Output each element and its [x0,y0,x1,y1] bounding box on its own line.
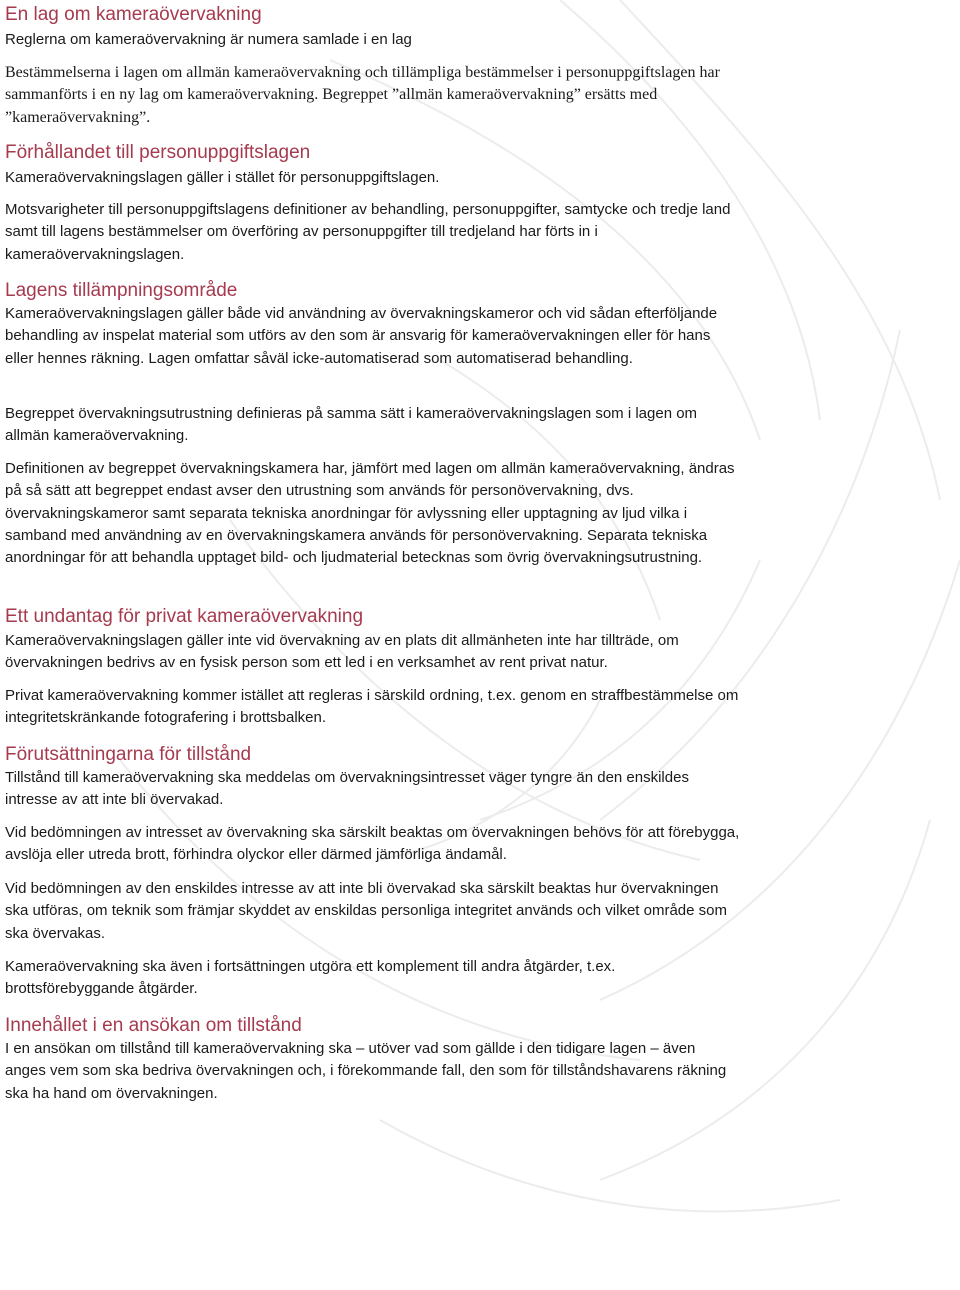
forutsattningar-para-3: Vid bedömningen av den enskildes intresse av att inte bli övervakad ska särskilt beaktas hur övervakningen ska utföras, om teknik som främjar skyddet av enskildas personliga integritet används och vilket område som ska övervakas. [5,880,727,942]
personuppgift-body: Motsvarigheter till personuppgiftslagens definitioner av behandling, personuppgifter, samtycke och tredje land samt till lagens bestämmelser om överföring av personuppgifter till tredjeland har förts in i kameraövervakningslagen. [5,201,731,263]
undantag-para-1: Kameraövervakningslagen gäller inte vid övervakning av en plats dit allmänheten inte har tillträde, om övervakningen bedrivs av en fysisk person som ett led i en verksamhet av rent privat natur. [5,632,679,672]
tillampning-para-1: Kameraövervakningslagen gäller både vid användning av övervakningskameror och vid sådan efterföljande behandling av inspelat material som utförs av den som är ansvarig för kameraövervakningen eller för hans eller hennes räkning. Lagen omfattar såväl icke-automatiserad som automatiserad behandling. [5,305,718,367]
tillampning-heading: Lagens tillämpningsområde [5,280,238,301]
undantag-para-2: Privat kameraövervakning kommer istället att regleras i särskild ordning, t.ex. genom en straffbestämmelse om integritetskränkande fotografering i brottsbalken. [5,687,739,727]
innehall-para-1: I en ansökan om tillstånd till kameraövervakning ska – utöver vad som gällde i den tidigare lagen – även anges vem som ska bedriva övervakningen och, i förekommande fall, den som för tillståndshavarens räkning ska ha hand om övervakningen. [5,1040,727,1102]
forutsattningar-heading: Förutsättningarna för tillstånd [5,744,252,765]
tillampning-para-2: Begreppet övervakningsutrustning definieras på samma sätt i kameraövervakningslagen som i lagen om allmän kameraövervakning. [5,405,698,445]
intro-subtitle: Reglerna om kameraövervakning är numera samlade i en lag [5,31,412,48]
intro-body: Bestämmelserna i lagen om allmän kameraövervakning och tillämpliga bestämmelser i personuppgiftslagen har sammanförts i en ny lag om kameraövervakning. Begreppet ”allmän kameraövervakning” ersätts med ”kameraövervakning”. [5,64,720,126]
forutsattningar-para-1: Tillstånd till kameraövervakning ska meddelas om övervakningsintresset väger tyngre än den enskildes intresse av att inte bli övervakad. [5,769,689,809]
forutsattningar-para-2: Vid bedömningen av intresset av övervakning ska särskilt beaktas om övervakningen behövs för att förebygga, avslöja eller utreda brott, förhindra olyckor eller därmed jämförliga ändamål. [5,824,740,864]
tillampning-para-3: Definitionen av begreppet övervakningskamera har, jämfört med lagen om allmän kameraövervakning, ändras på så sätt att begreppet endast avser den utrustning som används för personövervakning, dvs. övervakningskameror samt separata tekniska anordningar för avlyssning eller upptagning av ljud vilka i samband med användning av en övervakningskamera används för personövervakning. Separata tekniska anordningar för att behandla upptaget bild- och ljudmaterial betecknas som övrig övervakningsutrustning. [5,460,735,567]
personuppgift-heading: Förhållandet till personuppgiftslagen [5,142,311,163]
intro-title: En lag om kameraövervakning [5,4,262,25]
personuppgift-subtitle: Kameraövervakningslagen gäller i stället för personuppgiftslagen. [5,169,440,186]
forutsattningar-para-4: Kameraövervakning ska även i fortsättningen utgöra ett komplement till andra åtgärder, t.ex. brottsförebyggande åtgärder. [5,958,616,998]
innehall-heading: Innehållet i en ansökan om tillstånd [5,1015,302,1036]
undantag-heading: Ett undantag för privat kameraövervakning [5,606,364,627]
